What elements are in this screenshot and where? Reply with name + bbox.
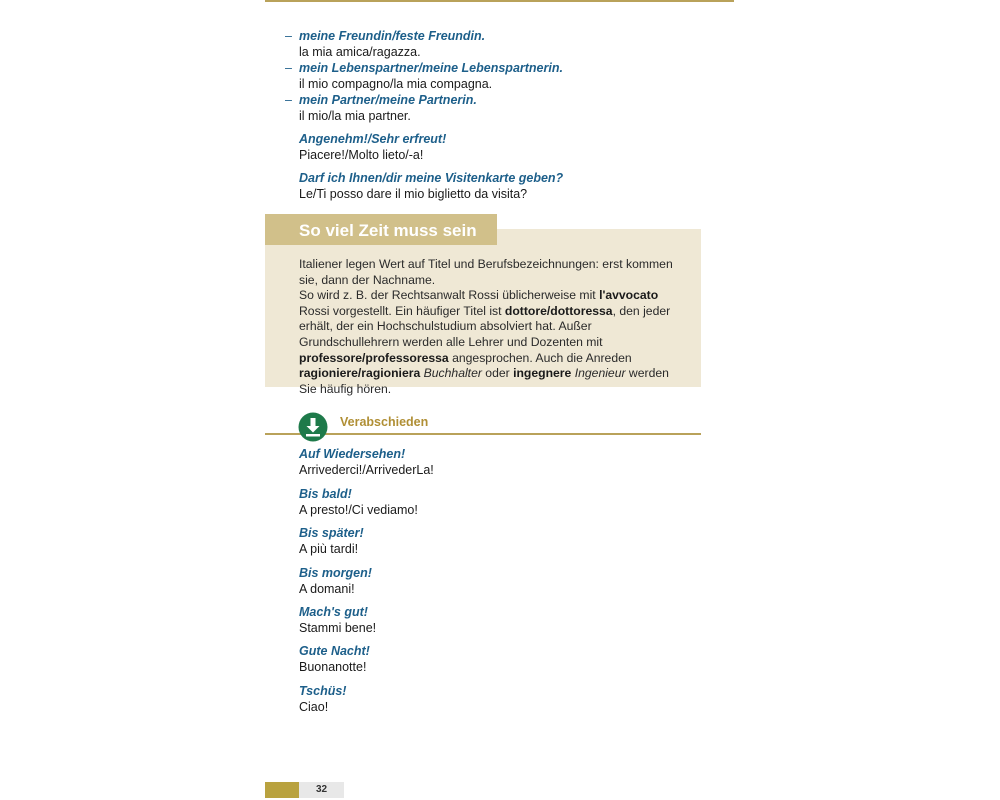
german-phrase: mein Partner/meine Partnerin. xyxy=(299,93,477,107)
german-phrase: Mach's gut! xyxy=(299,605,368,619)
german-phrase: Darf ich Ihnen/dir meine Visitenkarte geben? xyxy=(299,171,564,185)
italian-translation: A domani! xyxy=(299,582,355,596)
footer-accent-bar xyxy=(265,782,299,798)
german-phrase: meine Freundin/feste Freundin. xyxy=(299,29,486,43)
italian-translation: il mio compagno/la mia compagna. xyxy=(299,77,493,91)
phrase-pair xyxy=(299,565,719,597)
phrase-pair xyxy=(299,643,719,675)
italian-translation: A più tardi! xyxy=(299,542,359,556)
info-paragraph-1: Italiener legen Wert auf Titel und Berufsbezeichnungen: erst kommen sie, dann der Nachname. xyxy=(299,257,673,287)
german-phrase: Gute Nacht! xyxy=(299,644,370,658)
italian-translation: il mio/la mia partner. xyxy=(299,109,411,123)
list-item xyxy=(285,92,719,124)
phrase-pair xyxy=(299,486,719,518)
section-title: Verabschieden xyxy=(340,415,429,429)
phrase-pair xyxy=(299,131,719,163)
german-phrase: mein Lebenspartner/meine Lebenspartnerin. xyxy=(299,61,563,75)
download-arrow-icon xyxy=(298,412,328,442)
german-phrase: Angenehm!/Sehr erfreut! xyxy=(299,132,447,146)
german-phrase: Tschüs! xyxy=(299,684,347,698)
info-box-text xyxy=(299,257,675,397)
page-number: 32 xyxy=(299,782,344,798)
german-phrase: Auf Wiedersehen! xyxy=(299,447,406,461)
italian-translation: Buonanotte! xyxy=(299,660,367,674)
italian-translation: Stammi bene! xyxy=(299,621,377,635)
dash-bullet: – xyxy=(285,61,292,75)
phrase-pair xyxy=(299,604,719,636)
section-divider xyxy=(265,433,701,435)
phrase-pair xyxy=(299,683,719,715)
italian-translation: Arrivederci!/ArrivederLa! xyxy=(299,463,434,477)
phrase-pair xyxy=(299,446,719,478)
italian-translation: Le/Ti posso dare il mio biglietto da visita? xyxy=(299,187,528,201)
phrase-list-partners xyxy=(285,28,719,124)
italian-translation: la mia amica/ragazza. xyxy=(299,45,421,59)
german-phrase: Bis später! xyxy=(299,526,364,540)
list-item xyxy=(285,60,719,92)
info-paragraph-2: So wird z. B. der Rechtsanwalt Rossi üblicherweise mit l'avvocato Rossi vorgestellt. Ein häufiger Titel ist dottore/dottoressa, den jeder erhält, der ein Hochschulstudium absolviert hat. Außer Grundschullehrern werden alle Lehrer und Dozenten mit professore/professoressa angesprochen. Auch die Anreden ragioniere/ragioniera Buchhalter oder ingegnere Ingenieur werden Sie häufig hören. xyxy=(299,288,671,396)
italian-translation: Piacere!/Molto lieto/-a! xyxy=(299,148,424,162)
list-item xyxy=(285,28,719,60)
phrase-pair xyxy=(299,170,719,202)
dash-bullet: – xyxy=(285,93,292,107)
german-phrase: Bis morgen! xyxy=(299,566,372,580)
info-box-title: So viel Zeit muss sein xyxy=(299,221,477,240)
phrase-pair xyxy=(299,525,719,557)
dash-bullet: – xyxy=(285,29,292,43)
german-phrase: Bis bald! xyxy=(299,487,352,501)
italian-translation: Ciao! xyxy=(299,700,329,714)
italian-translation: A presto!/Ci vediamo! xyxy=(299,503,418,517)
top-rule xyxy=(265,0,734,2)
